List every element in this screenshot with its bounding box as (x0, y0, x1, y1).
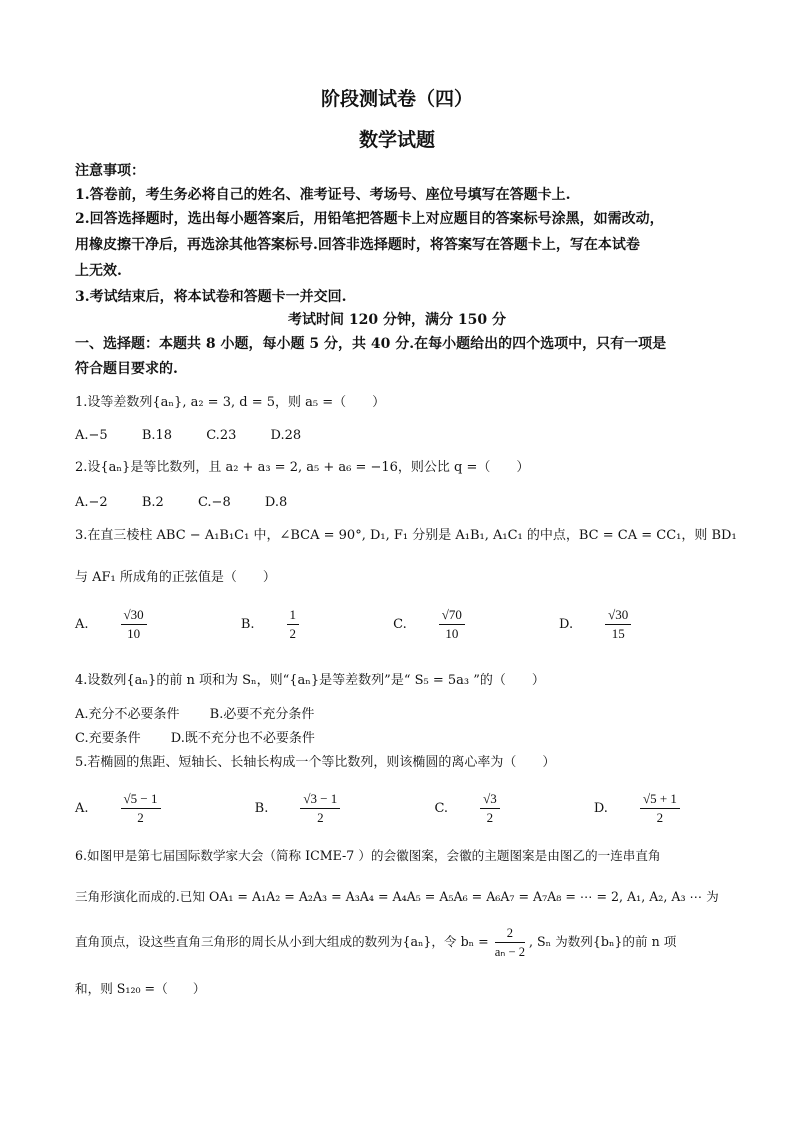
q5-option-d: D. $\frac{√5 + 1}{2}$ (594, 801, 740, 816)
note-item-3: 3.考试结束后，将本试卷和答题卡一并交回. (75, 289, 347, 305)
q1-option-b: B.18 (141, 428, 173, 443)
section-1-line-1: 一、选择题：本题共 8 小题，每小题 5 分，共 40 分.在每小题给出的四个选项中，只有一项是 (75, 336, 667, 352)
question-2: 2.设{aₙ}是等比数列，且 a₂ + a₃ = 2, a₅ + a₆ = −16，则公比 q =（ ） (75, 460, 530, 475)
question-6-line-2: 三角形演化而成的.已知 OA₁ = A₁A₂ = A₂A₃ = A₃A₄ = A₄A₅ = A₅A₆ = A₆A₇ = A₇A₈ = ⋯ = 2, A₁, A₂, A₃ ⋯ 为 (75, 889, 719, 904)
note-item-2-line-3: 上无效. (75, 263, 122, 279)
q3-option-b: B. $\frac{1}{2}$ (241, 617, 359, 632)
question-5-options (75, 790, 735, 827)
q4-option-c: C.充要条件 (75, 731, 141, 746)
q2-option-c: C.−8 (197, 495, 231, 510)
question-3-line-2: 与 AF₁ 所成角的正弦值是（ ） (75, 570, 276, 585)
note-item-1: 1.答卷前，考生务必将自己的姓名、准考证号、考场号、座位号填写在答题卡上. (75, 187, 571, 203)
question-4-options-row-2 (75, 728, 735, 750)
question-5: 5.若椭圆的焦距、短轴长、长轴长构成一个等比数列，则该椭圆的离心率为（ ） (75, 755, 556, 770)
q3-option-d: D. $\frac{√30}{15}$ (559, 617, 691, 632)
q2-option-d: D.8 (264, 495, 288, 510)
q4-option-b: B.必要不充分条件 (209, 707, 315, 722)
q3-option-c: C. $\frac{√70}{10}$ (393, 617, 525, 632)
exam-info: 考试时间 120 分钟，满分 150 分 (288, 312, 506, 328)
q5-option-a: A. $\frac{√5 - 1}{2}$ (75, 801, 221, 816)
question-3-line-1: 3.在直三棱柱 ABC − A₁B₁C₁ 中，∠BCA = 90°, D₁, F₁ 分别是 A₁B₁, A₁C₁ 的中点，BC = CA = CC₁，则 BD₁ (75, 528, 737, 543)
q4-option-a: A.充分不必要条件 (75, 707, 180, 722)
q2-option-a: A.−2 (75, 495, 108, 510)
q4-option-d: D.既不充分也不必要条件 (170, 731, 315, 746)
q1-option-a: A.−5 (75, 428, 108, 443)
note-item-2-line-1: 2.回答选择题时，选出每小题答案后，用铅笔把答题卡上对应题目的答案标号涂黑，如需改动， (75, 211, 664, 227)
q3-option-a: A. $\frac{√30}{10}$ (75, 617, 207, 632)
question-1: 1.设等差数列{aₙ}, a₂ = 3, d = 5，则 a₅ =（ ） (75, 395, 386, 410)
question-6-line-4: 和，则 S₁₂₀ =（ ） (75, 981, 206, 996)
q1-option-c: C.23 (206, 428, 237, 443)
question-3-options (75, 606, 735, 643)
q2-option-b: B.2 (141, 495, 164, 510)
page-title: 阶段测试卷（四） (320, 88, 473, 110)
question-4: 4.设数列{aₙ}的前 n 项和为 Sₙ，则“{aₙ}是等差数列”是“ S₅ = 5a₃ ”的（ ） (75, 673, 545, 688)
section-1-line-2: 符合题目要求的. (75, 361, 178, 377)
notes-heading: 注意事项： (75, 163, 145, 179)
q6-line-3-start: 直角顶点，设这些直角三角形的周长从小到大组成的数列为{aₙ}，令 bₙ = (75, 934, 489, 949)
q6-line-3-end: , Sₙ 为数列{bₙ}的前 n 项 (529, 934, 677, 949)
question-6-line-1: 6.如图甲是第七届国际数学家大会（简称 ICME-7 ）的会徽图案，会徽的主题图案是由图乙的一连串直角 (75, 848, 661, 863)
question-6-line-3 (75, 922, 735, 962)
question-2-options (75, 492, 735, 514)
question-4-options-row-1 (75, 704, 735, 726)
q6-fraction: $\frac{2}{\text{aₙ − 2}}$ (494, 926, 526, 959)
q1-option-d: D.28 (270, 428, 302, 443)
page-subtitle: 数学试题 (358, 129, 435, 151)
q5-option-c: C. $\frac{√3}{2}$ (434, 801, 559, 816)
note-item-2-line-2: 用橡皮擦干净后，再选涂其他答案标号.回答非选择题时，将答案写在答题卡上，写在本试卷 (75, 237, 640, 253)
q5-option-b: B. $\frac{√3 - 1}{2}$ (255, 801, 401, 816)
question-1-options (75, 425, 735, 447)
